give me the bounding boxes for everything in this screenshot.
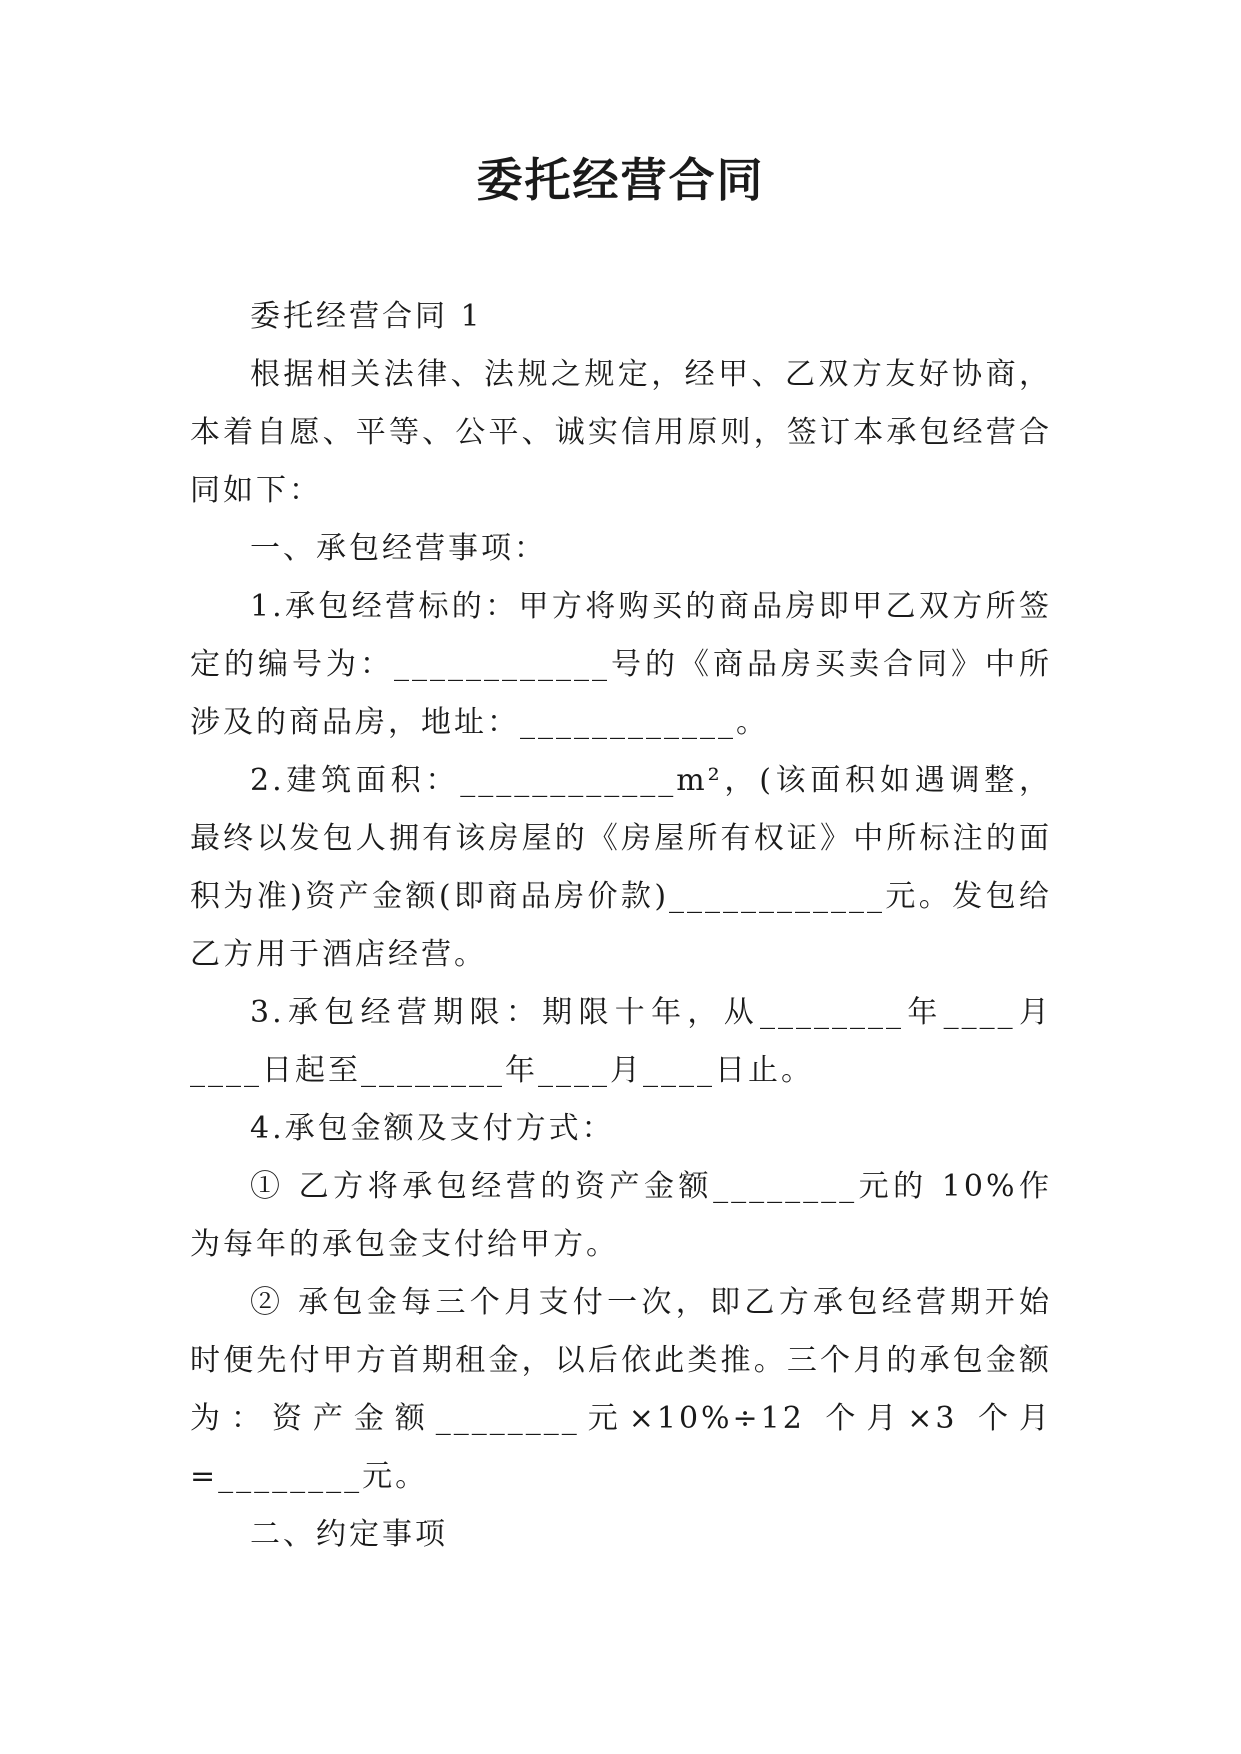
clause-4-item-2: ② 承包金每三个月支付一次，即乙方承包经营期开始时便先付甲方首期租金，以后依此类推。三个月的承包金额为：资产金额________元×10%÷12 个月×3 个月=________元。 <box>190 1285 1052 1494</box>
clause-1: 1.承包经营标的：甲方将购买的商品房即甲乙双方所签定的编号为：____________号的《商品房买卖合同》中所涉及的商品房，地址：____________。 <box>190 589 1052 740</box>
paragraph-preamble: 根据相关法律、法规之规定，经甲、乙双方友好协商，本着自愿、平等、公平、诚实信用原则，签订本承包经营合同如下： <box>190 357 1052 508</box>
document-title: 委托经营合同 <box>476 153 765 207</box>
section-heading-1: 一、承包经营事项： <box>250 531 547 566</box>
clause-4: 4.承包金额及支付方式： <box>250 1111 615 1146</box>
section-heading-2: 二、约定事项 <box>250 1517 448 1552</box>
clause-2: 2.建筑面积：____________m²，(该面积如遇调整，最终以发包人拥有该房屋的《房屋所有权证》中所标注的面积为准)资产金额(即商品房价款)____________元。发包给乙方用于酒店经营。 <box>190 763 1052 972</box>
clause-3: 3.承包经营期限：期限十年，从________年____月____日起至________年____月____日止。 <box>190 995 1052 1088</box>
paragraph-heading-1: 委托经营合同 1 <box>250 299 483 334</box>
clause-4-item-1: ① 乙方将承包经营的资产金额________元的 10%作为每年的承包金支付给甲方。 <box>190 1169 1052 1262</box>
document-body <box>190 288 1052 1564</box>
